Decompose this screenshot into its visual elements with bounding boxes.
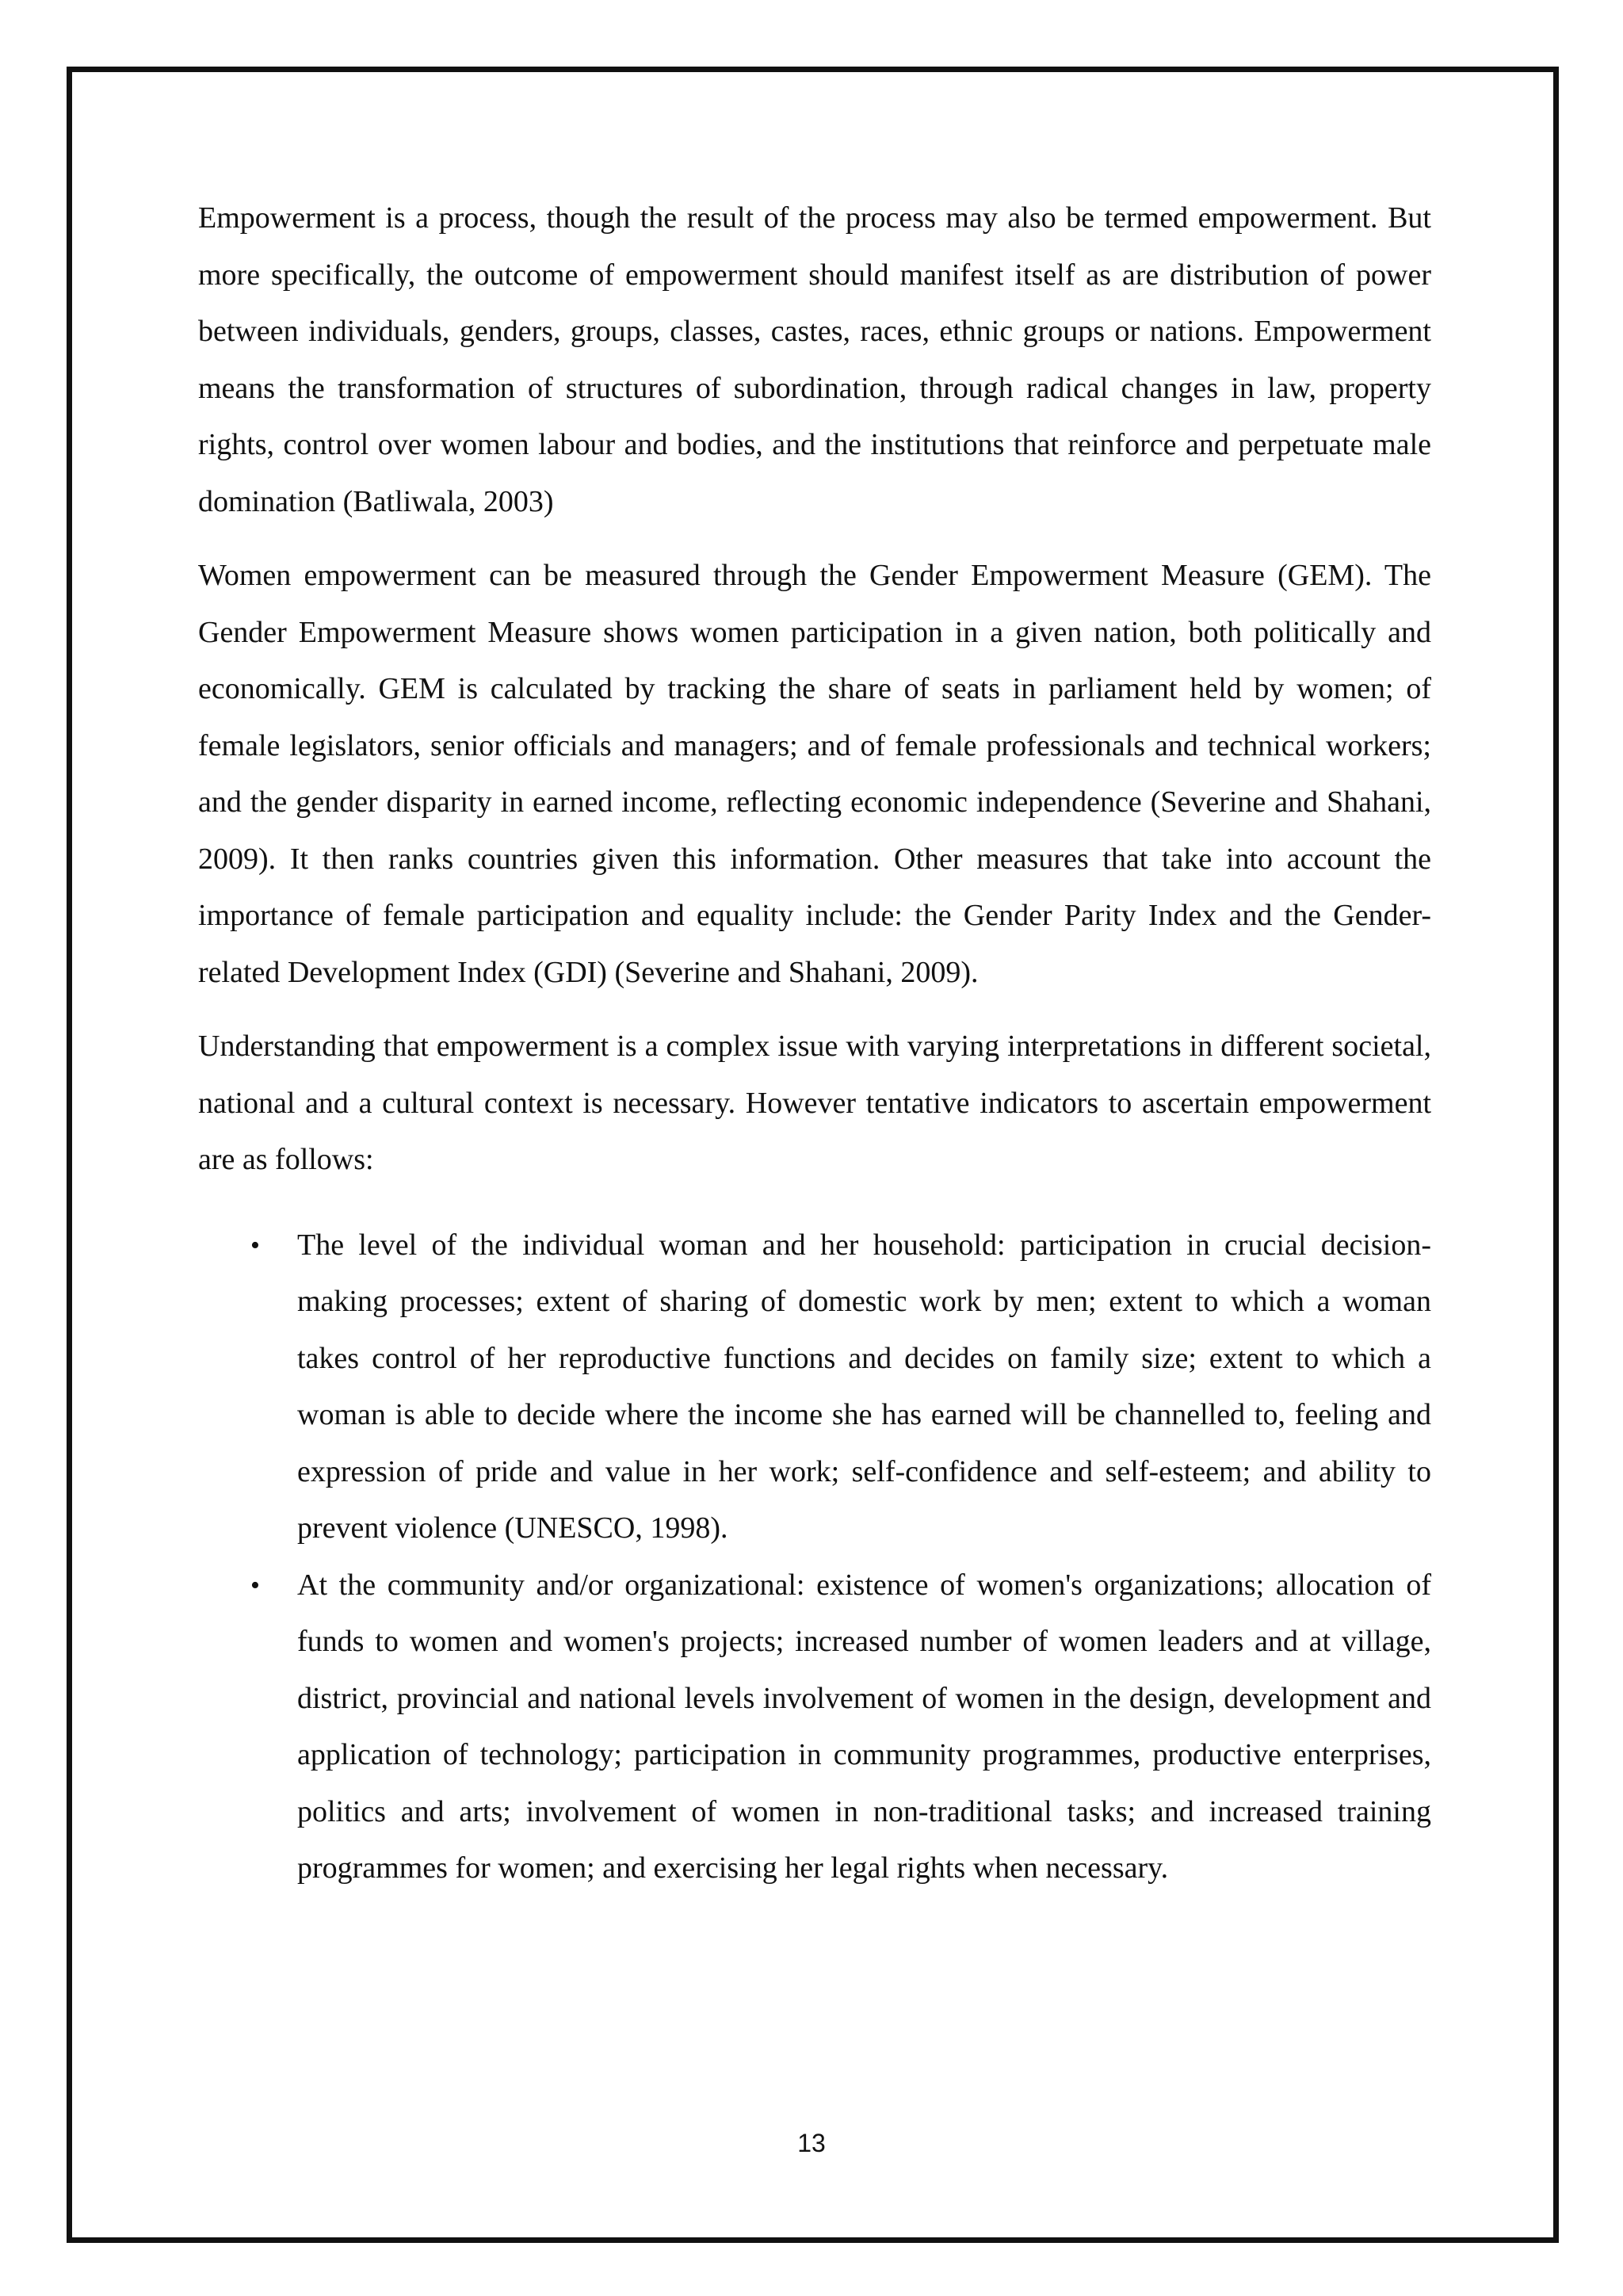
list-item — [198, 1217, 1431, 1557]
paragraph-empowerment-definition: Empowerment is a process, though the result of the process may also be termed empowerment. But more specifically, the outcome of empowerment should manifest itself as are distribution of power between individuals, genders, groups, classes, castes, races, ethnic groups or nations. Empowerment means the transformation of structures of subordination, through radical changes in law, property rights, control over women labour and bodies, and the institutions that reinforce and perpetuate male domination (Batliwala, 2003) — [198, 201, 1431, 518]
paragraph-indicators-intro: Understanding that empowerment is a complex issue with varying interpretations in different societal, national and a cultural context is necessary. However tentative indicators to ascertain empowerment are as follows: — [198, 1030, 1431, 1176]
indicator-list — [198, 1217, 1431, 1897]
paragraph-gender-empowerment-measure: Women empowerment can be measured through the Gender Empowerment Measure (GEM). The Gender Empowerment Measure shows women participation in a given nation, both politically and economically. GEM is calculated by tracking the share of seats in parliament held by women; of female legislators, senior officials and managers; and of female professionals and technical workers; and the gender disparity in earned income, reflecting economic independence (Severine and Shahani, 2009). It then ranks countries given this information. Other measures that take into account the importance of female participation and equality include: the Gender Parity Index and the Gender-related Development Index (GDI) (Severine and Shahani, 2009). — [198, 559, 1431, 989]
list-item — [198, 1557, 1431, 1897]
page-number: 13 — [797, 2129, 826, 2157]
bullet-icon: • — [250, 1230, 260, 1260]
list-item-text: The level of the individual woman and her household: participation in crucial decision-making processes; extent of sharing of domestic work by men; extent to which a woman takes control of her reproductive functions and decides on family size; extent to which a woman is able to decide where the income she has earned will be channelled to, feeling and expression of pride and value in her work; self-confidence and self-esteem; and ability to prevent violence (UNESCO, 1998). — [297, 1228, 1431, 1545]
list-item-text: At the community and/or organizational: existence of women's organizations; allocation of funds to women and women's projects; increased number of women leaders and at village, district, provincial and national levels involvement of women in the design, development and application of technology; participation in community programmes, productive enterprises, politics and arts; involvement of women in non-traditional tasks; and increased training programmes for women; and exercising her legal rights when necessary. — [297, 1568, 1431, 1885]
bullet-icon: • — [250, 1570, 260, 1600]
page-body — [198, 190, 1431, 1897]
